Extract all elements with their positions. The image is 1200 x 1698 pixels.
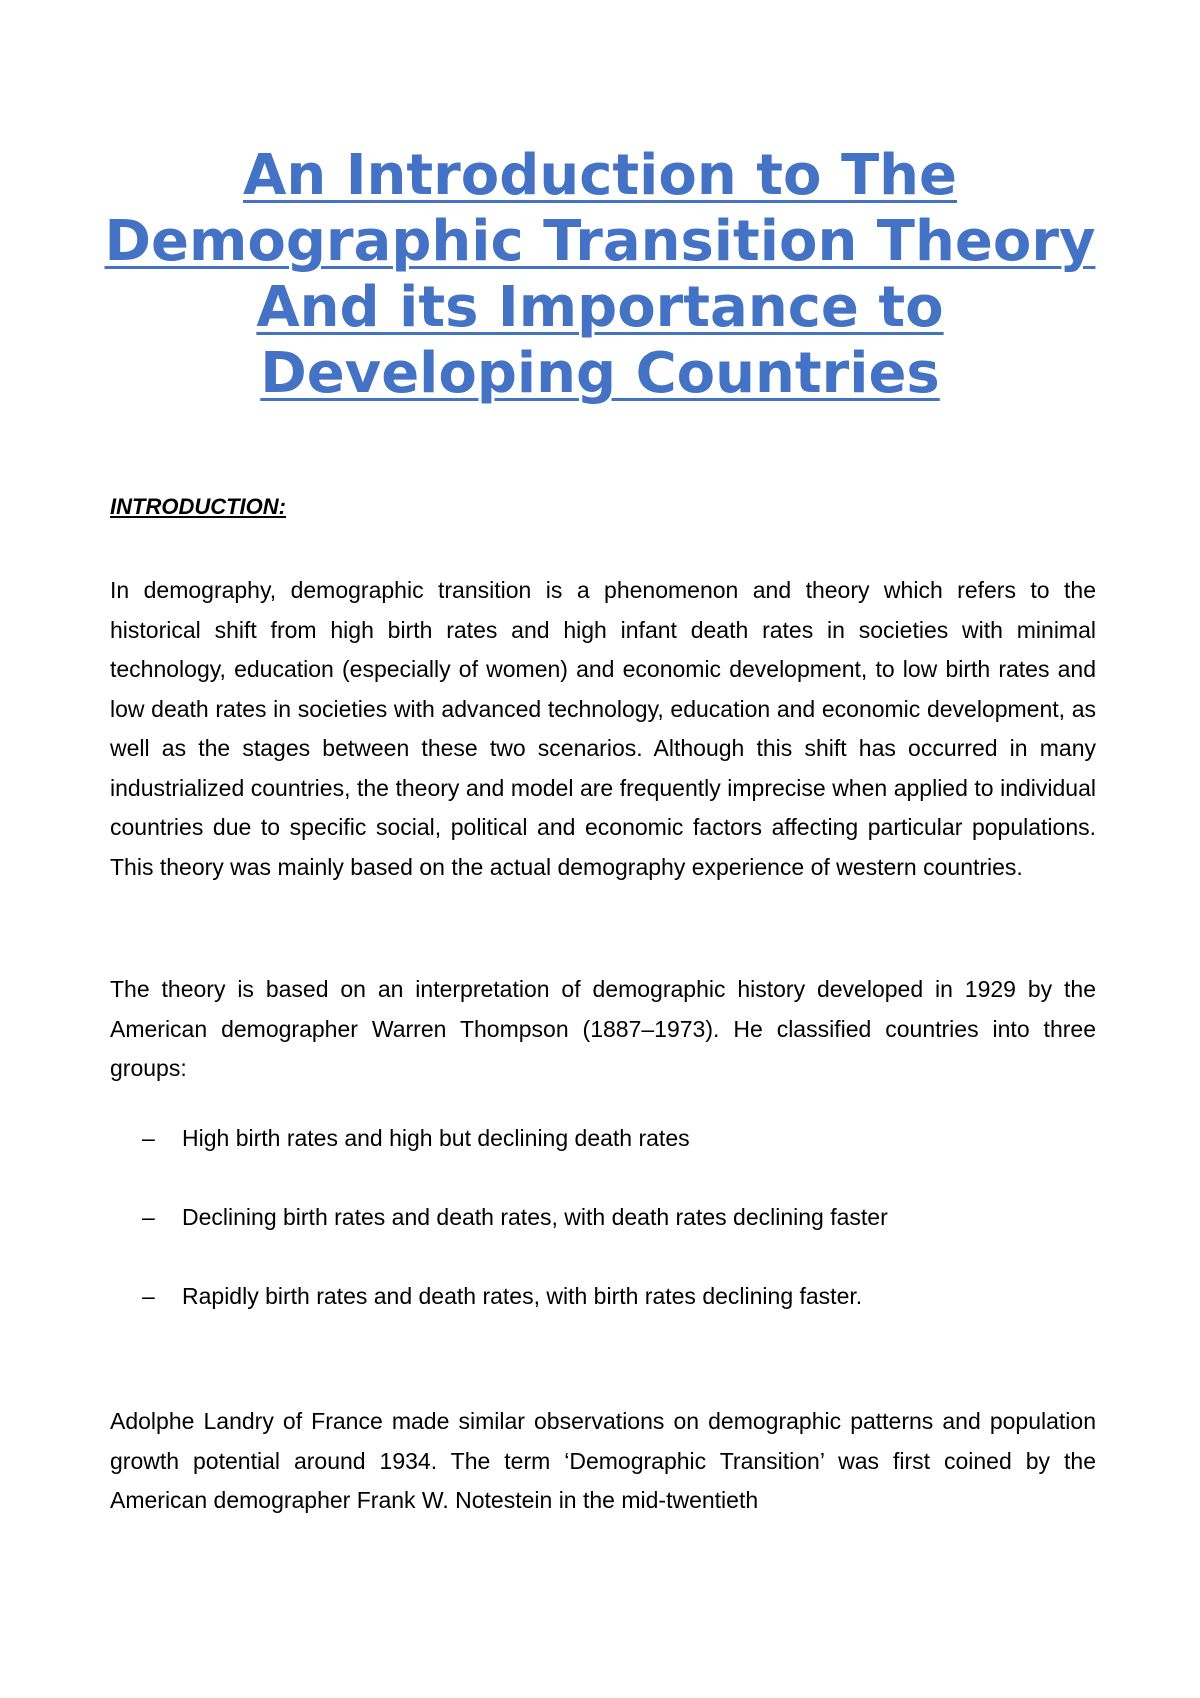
paragraph-landry: Adolphe Landry of France made similar observations on demographic patterns and population growth potential around 1934. The term ‘Demographic Transition’ was first coined by the American demographer Frank W. Notestein in the mid-twentieth: [110, 1408, 1096, 1513]
title-line: Developing Countries: [260, 341, 940, 406]
section-heading: INTRODUCTION:: [110, 494, 286, 519]
bullet-list: [110, 1125, 1096, 1362]
title-line: Demographic Transition Theory: [104, 209, 1096, 274]
list-item-text: Declining birth rates and death rates, with death rates declining faster: [182, 1204, 888, 1230]
list-item-text: Rapidly birth rates and death rates, with birth rates declining faster.: [182, 1283, 863, 1309]
list-item-text: High birth rates and high but declining death rates: [182, 1125, 690, 1151]
list-item: [110, 1125, 1096, 1204]
list-item: [110, 1283, 1096, 1362]
list-item: [110, 1204, 1096, 1283]
bullet-marker: –: [142, 1125, 155, 1151]
bullet-marker: –: [142, 1283, 155, 1309]
title-line: And its Importance to: [256, 275, 944, 340]
document-title: [90, 143, 1110, 407]
paragraph-thompson: The theory is based on an interpretation of demographic history developed in 1929 by the American demographer Warren Thompson (1887–1973). He classified countries into three groups:: [110, 976, 1096, 1081]
bullet-marker: –: [142, 1204, 155, 1230]
title-line: An Introduction to The: [243, 143, 957, 208]
paragraph-intro: In demography, demographic transition is a phenomenon and theory which refers to the historical shift from high birth rates and high infant death rates in societies with minimal technology, education (especially of women) and economic development, to low birth rates and low death rates in societies with advanced technology, education and economic development, as well as the stages between these two scenarios. Although this shift has occurred in many industrialized countries, the theory and model are frequently imprecise when applied to individual countries due to specific social, political and economic factors affecting particular populations. This theory was mainly based on the actual demography experience of western countries.: [110, 577, 1096, 880]
